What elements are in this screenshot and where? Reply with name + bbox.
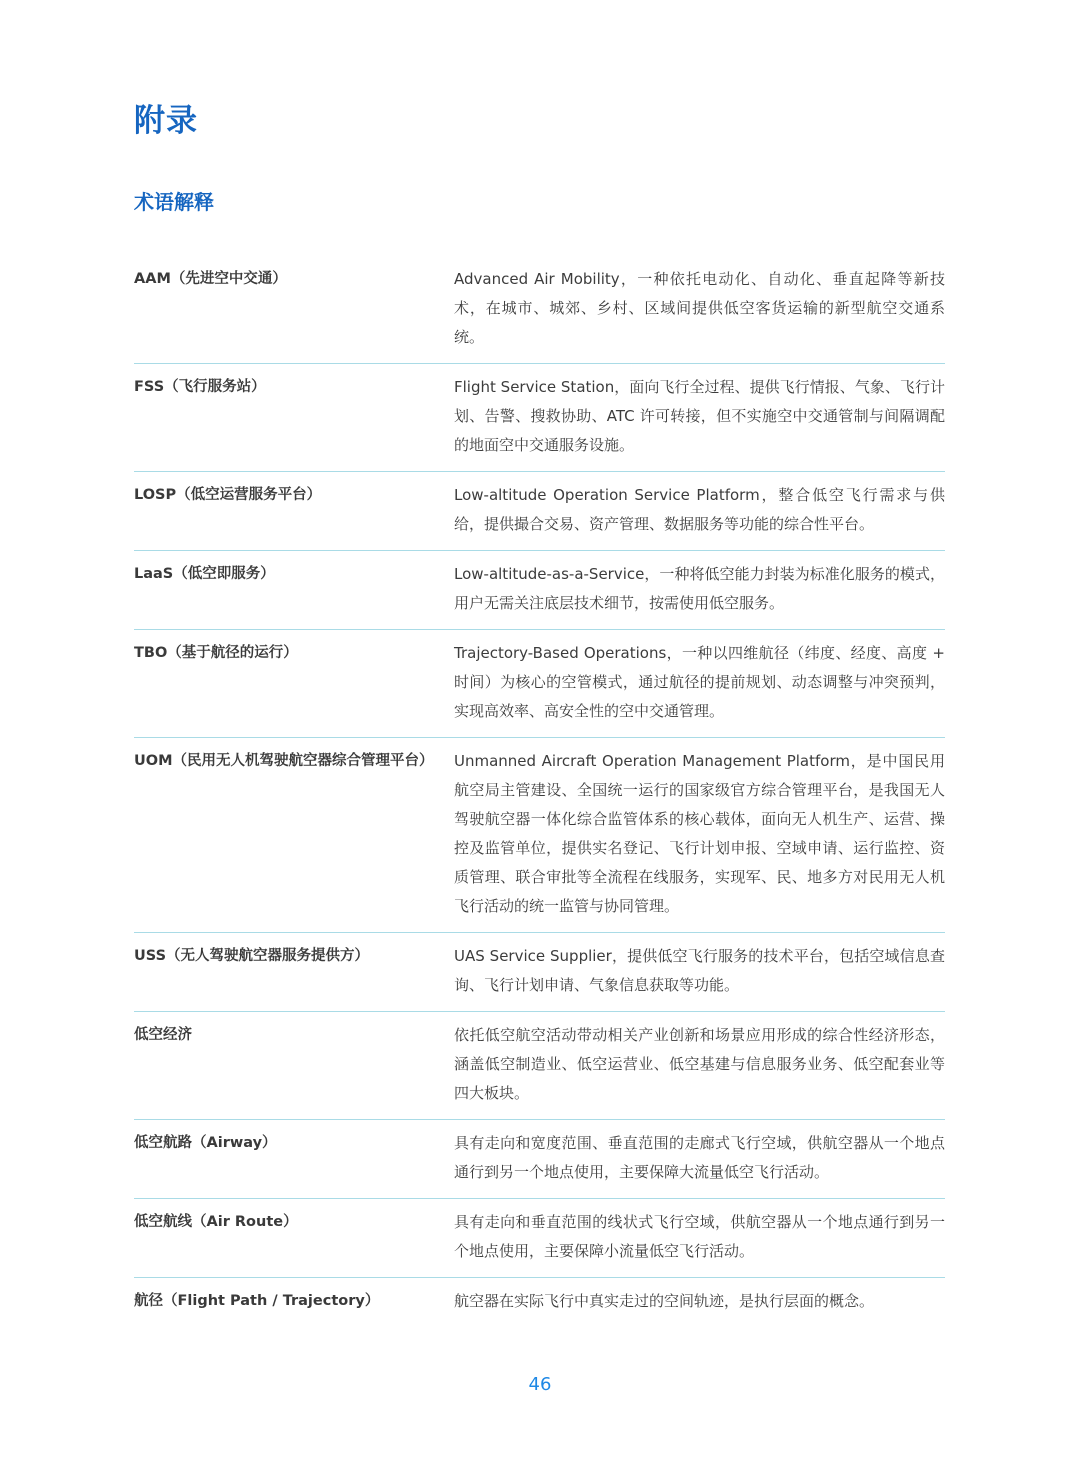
glossary-definition: 依托低空航空活动带动相关产业创新和场景应用形成的综合性经济形态，涵盖低空制造业、低空运营业、低空基建与信息服务业务、低空配套业等四大板块。 bbox=[454, 1026, 945, 1102]
glossary-term: UOM（民用无人机驾驶航空器综合管理平台） bbox=[134, 753, 434, 769]
section-title: 术语解释 bbox=[134, 190, 214, 214]
glossary-row bbox=[134, 1199, 945, 1278]
glossary-definition: Trajectory-Based Operations，一种以四维航径（纬度、经度、高度 + 时间）为核心的空管模式，通过航径的提前规划、动态调整与冲突预判，实现高效率、高安全性的空中交通管理。 bbox=[454, 644, 945, 720]
glossary-row bbox=[134, 630, 945, 738]
glossary-term: 航径（Flight Path / Trajectory） bbox=[134, 1293, 380, 1309]
glossary-term: USS（无人驾驶航空器服务提供方） bbox=[134, 948, 370, 964]
glossary-definition: 具有走向和宽度范围、垂直范围的走廊式飞行空域，供航空器从一个地点通行到另一个地点使用，主要保障大流量低空飞行活动。 bbox=[454, 1134, 945, 1181]
glossary-term: 低空航路（Airway） bbox=[134, 1135, 277, 1151]
glossary-definition: Low-altitude-as-a-Service，一种将低空能力封装为标准化服务的模式，用户无需关注底层技术细节，按需使用低空服务。 bbox=[454, 565, 945, 612]
page-title: 附录 bbox=[134, 103, 198, 139]
glossary-row bbox=[134, 472, 945, 551]
glossary-term: FSS（飞行服务站） bbox=[134, 379, 266, 395]
glossary-row bbox=[134, 1278, 945, 1327]
glossary-term: AAM（先进空中交通） bbox=[134, 271, 287, 287]
glossary-row bbox=[134, 551, 945, 630]
glossary-row bbox=[134, 256, 945, 364]
glossary-definition: Unmanned Aircraft Operation Management Platform，是中国民用航空局主管建设、全国统一运行的国家级官方综合管理平台，是我国无人驾驶航空器一体化综合监管体系的核心载体，面向无人机生产、运营、操控及监管单位，提供实名登记、飞行计划申报、空域申请、运行监控、资质管理、联合审批等全流程在线服务，实现军、民、地多方对民用无人机飞行活动的统一监管与协同管理。 bbox=[454, 752, 945, 915]
glossary-term: LOSP（低空运营服务平台） bbox=[134, 487, 322, 503]
glossary-definition: Low-altitude Operation Service Platform，整合低空飞行需求与供给，提供撮合交易、资产管理、数据服务等功能的综合性平台。 bbox=[454, 486, 945, 533]
glossary-definition: 航空器在实际飞行中真实走过的空间轨迹，是执行层面的概念。 bbox=[454, 1292, 875, 1310]
glossary-row bbox=[134, 933, 945, 1012]
glossary-row bbox=[134, 1012, 945, 1120]
glossary-row bbox=[134, 364, 945, 472]
glossary-row bbox=[134, 1120, 945, 1199]
glossary-term: TBO（基于航径的运行） bbox=[134, 645, 298, 661]
glossary-term: 低空航线（Air Route） bbox=[134, 1214, 298, 1230]
glossary-list bbox=[134, 256, 945, 1327]
glossary-definition: Advanced Air Mobility，一种依托电动化、自动化、垂直起降等新技术，在城市、城郊、乡村、区域间提供低空客货运输的新型航空交通系统。 bbox=[454, 270, 945, 346]
glossary-definition: 具有走向和垂直范围的线状式飞行空域，供航空器从一个地点通行到另一个地点使用，主要保障小流量低空飞行活动。 bbox=[454, 1213, 945, 1260]
glossary-row bbox=[134, 738, 945, 933]
glossary-definition: Flight Service Station，面向飞行全过程、提供飞行情报、气象、飞行计划、告警、搜救协助、ATC 许可转接，但不实施空中交通管制与间隔调配的地面空中交通服务设施。 bbox=[454, 378, 945, 454]
page-number: 46 bbox=[528, 1374, 552, 1395]
glossary-term: LaaS（低空即服务） bbox=[134, 566, 275, 582]
glossary-definition: UAS Service Supplier，提供低空飞行服务的技术平台，包括空域信息查询、飞行计划申请、气象信息获取等功能。 bbox=[454, 947, 945, 994]
glossary-term: 低空经济 bbox=[134, 1027, 192, 1043]
